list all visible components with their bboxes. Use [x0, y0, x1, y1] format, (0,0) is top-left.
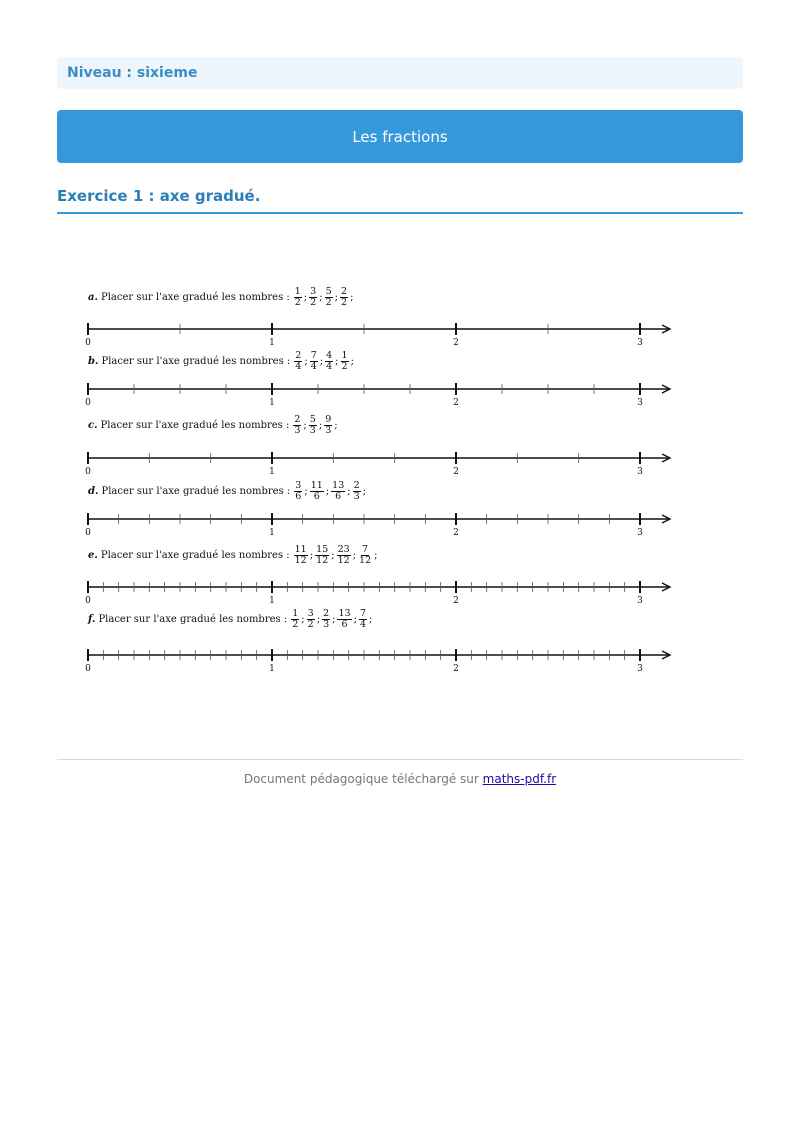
- fraction: [359, 609, 367, 630]
- fraction: [337, 609, 351, 630]
- fraction: [309, 287, 317, 308]
- axis-tick-label: 1: [269, 664, 275, 674]
- fraction: [310, 481, 324, 502]
- separator: ;: [304, 486, 308, 497]
- fraction-numerator: 4: [326, 350, 333, 361]
- separator: ;: [309, 550, 314, 561]
- number-line: [80, 641, 680, 674]
- axis-tick-label: 2: [453, 398, 459, 408]
- footer-link[interactable]: maths-pdf.fr: [482, 772, 557, 786]
- fraction: [294, 481, 302, 502]
- exercise-heading-text: Exercice 1 : axe gradué.: [57, 187, 261, 205]
- fraction-denominator: 6: [313, 491, 320, 502]
- fraction-numerator: 15: [316, 544, 329, 555]
- number-line: [80, 375, 680, 408]
- item-instruction: Placer sur l'axe gradué les nombres :: [100, 292, 290, 303]
- separator: ;: [331, 550, 335, 561]
- item-letter: a.: [88, 292, 98, 303]
- fraction: [310, 351, 318, 372]
- axis-tick-label: 0: [85, 398, 91, 408]
- number-line: [80, 444, 680, 477]
- fraction-numerator: 23: [337, 544, 350, 555]
- fraction-numerator: 3: [310, 286, 317, 297]
- number-line: [80, 315, 680, 348]
- item-instruction: Placer sur l'axe gradué les nombres :: [101, 356, 291, 367]
- fraction: [331, 481, 345, 502]
- fraction: [307, 609, 315, 630]
- item-instruction: Placer sur l'axe gradué les nombres :: [101, 486, 291, 497]
- exercise-item-prompt: [88, 545, 379, 566]
- separator: ;: [334, 292, 339, 303]
- axis-tick-label: 1: [269, 398, 275, 408]
- fraction-denominator: 12: [316, 555, 329, 566]
- fraction: [337, 545, 351, 566]
- axis-tick-label: 3: [637, 596, 643, 606]
- separator: ;: [369, 614, 373, 625]
- separator: ;: [332, 614, 336, 625]
- separator: ;: [374, 550, 378, 561]
- fraction: [294, 287, 302, 308]
- fraction: [291, 609, 299, 630]
- axis-tick-label: 0: [85, 528, 91, 538]
- axis-tick-label: 2: [453, 467, 459, 477]
- separator: ;: [347, 486, 351, 497]
- exercise-item-prompt: [88, 481, 367, 502]
- fraction-denominator: 3: [353, 491, 360, 502]
- axis-tick-label: 0: [85, 596, 91, 606]
- separator: ;: [350, 356, 354, 367]
- axis-tick-label: 2: [453, 664, 459, 674]
- axis-tick-label: 3: [637, 398, 643, 408]
- axis-tick-label: 1: [269, 528, 275, 538]
- fraction-denominator: 3: [325, 425, 332, 436]
- fraction: [324, 415, 332, 436]
- axis-tick-label: 0: [85, 664, 91, 674]
- separator: ;: [319, 356, 324, 367]
- page-title: Les fractions: [352, 127, 448, 146]
- item-letter: e.: [88, 550, 98, 561]
- fraction-numerator: 2: [353, 480, 360, 491]
- item-instruction: Placer sur l'axe gradué les nombres :: [100, 420, 290, 431]
- level-label: Niveau : sixieme: [67, 65, 198, 81]
- separator: ;: [352, 550, 357, 561]
- fraction-numerator: 3: [307, 608, 314, 619]
- fraction: [309, 415, 317, 436]
- number-line: [80, 573, 680, 606]
- item-letter: f.: [88, 614, 96, 625]
- axis-tick-label: 2: [453, 528, 459, 538]
- fraction-numerator: 13: [338, 608, 351, 619]
- item-letter: c.: [88, 420, 98, 431]
- axis-tick-label: 2: [453, 338, 459, 348]
- fraction-denominator: 6: [295, 491, 302, 502]
- fraction-numerator: 1: [292, 608, 299, 619]
- fraction-denominator: 4: [310, 361, 317, 372]
- separator: ;: [334, 420, 338, 431]
- fraction: [293, 415, 301, 436]
- fraction-numerator: 9: [325, 414, 332, 425]
- exercise-item-prompt: [88, 287, 354, 308]
- fraction-numerator: 1: [294, 286, 301, 297]
- axis-tick-label: 1: [269, 596, 275, 606]
- fraction-numerator: 1: [341, 350, 348, 361]
- fraction-denominator: 2: [292, 619, 299, 630]
- fraction: [358, 545, 372, 566]
- fraction-numerator: 7: [359, 608, 366, 619]
- fraction-denominator: 2: [294, 297, 301, 308]
- separator: ;: [303, 420, 307, 431]
- fraction: [353, 481, 361, 502]
- fraction-denominator: 4: [359, 619, 366, 630]
- fraction-numerator: 2: [323, 608, 330, 619]
- axis-tick-label: 1: [269, 467, 275, 477]
- separator: ;: [319, 292, 323, 303]
- item-letter: b.: [88, 356, 99, 367]
- separator: ;: [316, 614, 321, 625]
- fraction-denominator: 6: [341, 619, 348, 630]
- footer: [0, 772, 800, 786]
- separator: ;: [353, 614, 357, 625]
- fraction-numerator: 2: [294, 414, 301, 425]
- item-letter: d.: [88, 486, 99, 497]
- footer-divider: [57, 759, 743, 760]
- exercise-item-prompt: [88, 351, 355, 372]
- fraction-denominator: 12: [359, 555, 372, 566]
- fraction: [294, 351, 302, 372]
- fraction-denominator: 4: [295, 361, 302, 372]
- separator: ;: [303, 292, 308, 303]
- axis-tick-label: 3: [637, 338, 643, 348]
- separator: ;: [301, 614, 305, 625]
- exercise-item-prompt: [88, 415, 339, 436]
- fraction-denominator: 3: [309, 425, 316, 436]
- fraction-denominator: 6: [335, 491, 342, 502]
- fraction-denominator: 2: [341, 297, 348, 308]
- fraction-numerator: 13: [332, 480, 345, 491]
- fraction-denominator: 4: [326, 361, 333, 372]
- separator: ;: [325, 486, 330, 497]
- fraction-numerator: 5: [309, 414, 316, 425]
- fraction-denominator: 2: [325, 297, 332, 308]
- axis-tick-label: 2: [453, 596, 459, 606]
- exercise-item-prompt: [88, 609, 373, 630]
- fraction: [340, 287, 348, 308]
- fraction: [315, 545, 329, 566]
- axis-tick-label: 0: [85, 338, 91, 348]
- fraction-denominator: 3: [323, 619, 330, 630]
- axis-tick-label: 1: [269, 338, 275, 348]
- fraction-numerator: 11: [310, 480, 323, 491]
- axis-tick-label: 0: [85, 467, 91, 477]
- separator: ;: [335, 356, 339, 367]
- fraction-denominator: 2: [310, 297, 317, 308]
- fraction-denominator: 2: [307, 619, 314, 630]
- fraction-denominator: 12: [294, 555, 307, 566]
- fraction-numerator: 5: [325, 286, 332, 297]
- fraction-denominator: 2: [341, 361, 348, 372]
- axis-tick-label: 3: [637, 528, 643, 538]
- footer-text: Document pédagogique téléchargé sur: [243, 772, 479, 786]
- fraction-numerator: 7: [310, 350, 317, 361]
- fraction: [325, 351, 333, 372]
- fraction-denominator: 12: [337, 555, 350, 566]
- fraction-numerator: 2: [295, 350, 302, 361]
- separator: ;: [362, 486, 367, 497]
- fraction: [341, 351, 349, 372]
- item-instruction: Placer sur l'axe gradué les nombres :: [98, 614, 288, 625]
- fraction-denominator: 3: [294, 425, 301, 436]
- number-line: [80, 505, 680, 538]
- fraction-numerator: 11: [294, 544, 307, 555]
- fraction-numerator: 2: [341, 286, 348, 297]
- separator: ;: [350, 292, 354, 303]
- fraction: [325, 287, 333, 308]
- separator: ;: [318, 420, 323, 431]
- axis-tick-label: 3: [637, 467, 643, 477]
- axis-tick-label: 3: [637, 664, 643, 674]
- item-instruction: Placer sur l'axe gradué les nombres :: [100, 550, 290, 561]
- separator: ;: [304, 356, 308, 367]
- fraction: [294, 545, 308, 566]
- fraction-numerator: 7: [362, 544, 369, 555]
- fraction: [322, 609, 330, 630]
- fraction-numerator: 3: [295, 480, 302, 491]
